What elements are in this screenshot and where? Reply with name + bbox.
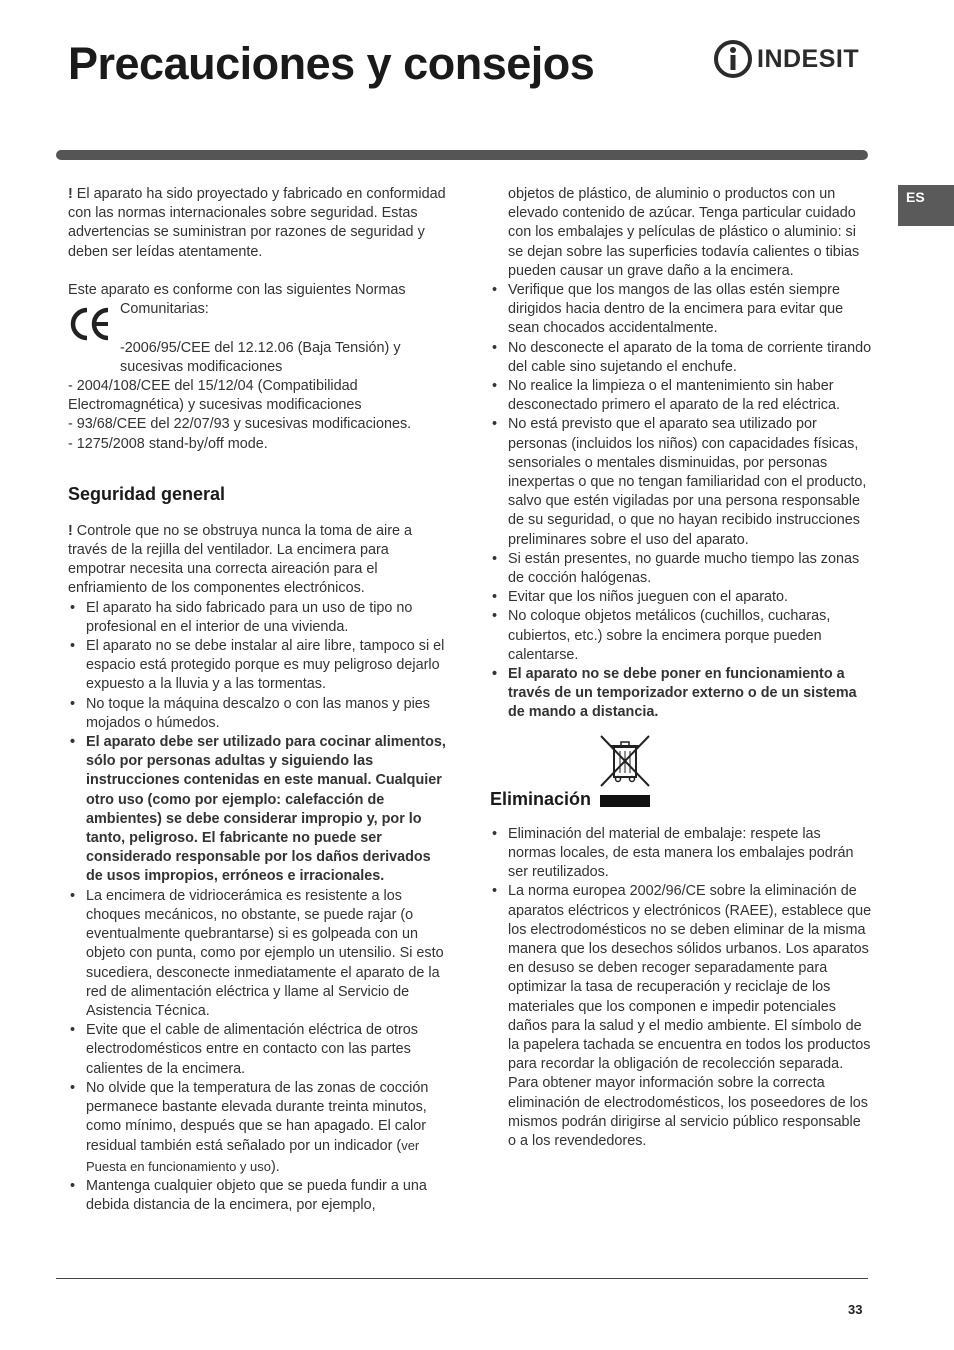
list-item: • El aparato no se debe instalar al aire libre, tampoco si el espacio está protegido porque es muy peligroso dejarlo expuesto a la lluvia y a las tormentas. [68,637,448,695]
continuation-paragraph: objetos de plástico, de aluminio o productos con un elevado contenido de azúcar. Tenga particular cuidado con los embalajes y películas de plástico o aluminio: si se dejan sobre las superficies todavía calientes o tibias pueden causar un grave daño a la encimera. [508,186,860,279]
language-tab: ES [898,185,954,226]
norm-item: - 2004/108/CEE del 15/12/04 (Compatibilidad Electromagnética) y sucesivas modificaciones [68,378,362,414]
intro-paragraph: ! El aparato ha sido proyectado y fabricado en conformidad con las normas internacionales sobre seguridad. Estas advertencias se suministran por razones de seguridad y deben ser leídas atentamente. [68,186,446,260]
page-title: Precauciones y consejos [68,38,595,89]
list-item: • No desconecte el aparato de la toma de corriente tirando del cable sino sujetando el enchufe. [490,339,872,377]
list-item: • Evite que el cable de alimentación eléctrica de otros electrodomésticos entre en contacto con las partes calientes de la encimera. [68,1021,448,1079]
list-item: • No coloque objetos metálicos (cuchillos, cucharas, cubiertos, etc.) sobre la encimera porque pueden calentarse. [490,607,872,665]
indesit-logo-icon [713,39,753,79]
norm-item: - 1275/2008 stand-by/off mode. [68,435,268,452]
list-item: • No está previsto que el aparato sea utilizado por personas (incluidos los niños) con capacidades físicas, sensoriales o mentales disminuidas, por personas inexpertas o que no tengan familiaridad con el producto, salvo que estén vigiladas por una persona responsable de su seguridad, o que no hayan recibido instrucciones preliminares sobre el uso del aparato. [490,415,872,549]
disposal-list [490,825,872,1075]
warning-mark: ! [68,522,73,539]
safety-intro: ! Controle que no se obstruya nunca la toma de aire a través de la rejilla del ventilador. La encimera para empotrar necesita una correcta aireación para el enfriamiento de los componentes electrónicos. [68,522,412,597]
list-item: • No olvide que la temperatura de las zonas de cocción permanece bastante elevada durante treinta minutos, como mínimo, después que se han apagado. El calor residual también está señalado por un indicador (ver Puesta en funcionamiento y uso). [68,1079,448,1177]
right-column [490,185,872,1151]
cross-reference: ver Puesta en funcionamiento y uso [86,1138,420,1174]
safety-heading: Seguridad general [68,483,226,504]
list-item: • El aparato no se debe poner en funcionamiento a través de un temporizador externo o de un sistema de mando a distancia. [490,665,872,723]
list-item: • Mantenga cualquier objeto que se pueda fundir a una debida distancia de la encimera, por ejemplo, [68,1177,448,1215]
list-item: • No realice la limpieza o el mantenimiento sin haber desconectado primero el aparato de la red eléctrica. [490,377,872,415]
brand-name: INDESIT [757,44,860,73]
weee-bar [600,795,650,807]
safety-list [68,599,448,1216]
disposal-final: Para obtener mayor información sobre la correcta eliminación de electrodomésticos, los poseedores de los mismos podrán dirigirse al servicio público responsable o a los revendedores. [508,1075,868,1149]
ce-mark-icon [68,306,114,342]
footer-rule [56,1278,868,1279]
warning-mark: ! [68,186,73,202]
brand-logo [713,38,871,80]
list-item: • El aparato ha sido fabricado para un uso de tipo no profesional en el interior de una vivienda. [68,599,448,637]
norm-item: -2006/95/CEE del 12.12.06 (Baja Tensión) y sucesivas modificaciones [120,339,401,375]
list-item: • No toque la máquina descalzo o con las manos y pies mojados o húmedos. [68,695,448,733]
norm-item: - 93/68/CEE del 22/07/93 y sucesivas modificaciones. [68,416,412,433]
list-item: • El aparato debe ser utilizado para cocinar alimentos, sólo por personas adultas y siguiendo las instrucciones contenidas en este manual. Cualquier otro uso (como por ejemplo: calefacción de ambientes) se debe considerar impropio y, por lo tanto, peligroso. El fabricante no puede ser considerado responsable por los daños derivados de usos impropios, erróneos e irracionales. [68,733,448,887]
list-item: • Evitar que los niños jueguen con el aparato. [490,588,872,607]
header-rule [56,150,868,160]
list-item: • La norma europea 2002/96/CE sobre la eliminación de aparatos eléctricos y electrónicos (RAEE), establece que los electrodomésticos no se deben eliminar de la misma manera que los desechos sólidos urbanos. Los aparatos en desuso se deben recoger separadamente para optimizar la tasa de recuperación y reciclaje de los materiales que los componen e impedir potenciales daños para la salud y el medio ambiente. El símbolo de la papelera tachada se encuentra en todos los productos para recordar la obligación de recolección separada. [490,882,872,1074]
list-item: • Verifique que los mangos de las ollas estén siempre dirigidos hacia dentro de la encimera para evitar que sean chocados accidentalmente. [490,281,872,339]
crossed-bin-icon [598,733,652,789]
disposal-header [490,723,872,819]
disposal-heading: Eliminación [490,788,592,809]
norms-intro: Este aparato es conforme con las siguientes Normas [68,282,406,298]
ce-block [68,300,448,338]
norms-intro-cont: Comunitarias: [120,301,209,318]
list-item: • Si están presentes, no guarde mucho tiempo las zonas de cocción halógenas. [490,550,872,588]
page-number: 33 [848,1302,863,1317]
list-item: • Eliminación del material de embalaje: respete las normas locales, de esta manera los embalajes podrán ser reutilizados. [490,825,872,883]
list-item: • La encimera de vidriocerámica es resistente a los choques mecánicos, no obstante, se puede rajar (o eventualmente quebrantarse) si es golpeada con un objeto con punta, como por ejemplo un utensilio. Si esto sucediera, desconecte inmediatamente el aparato de la red de alimentación eléctrica y llame al Servicio de Asistencia Técnica. [68,887,448,1021]
safety-list-cont [490,281,872,723]
left-column [68,185,448,1215]
